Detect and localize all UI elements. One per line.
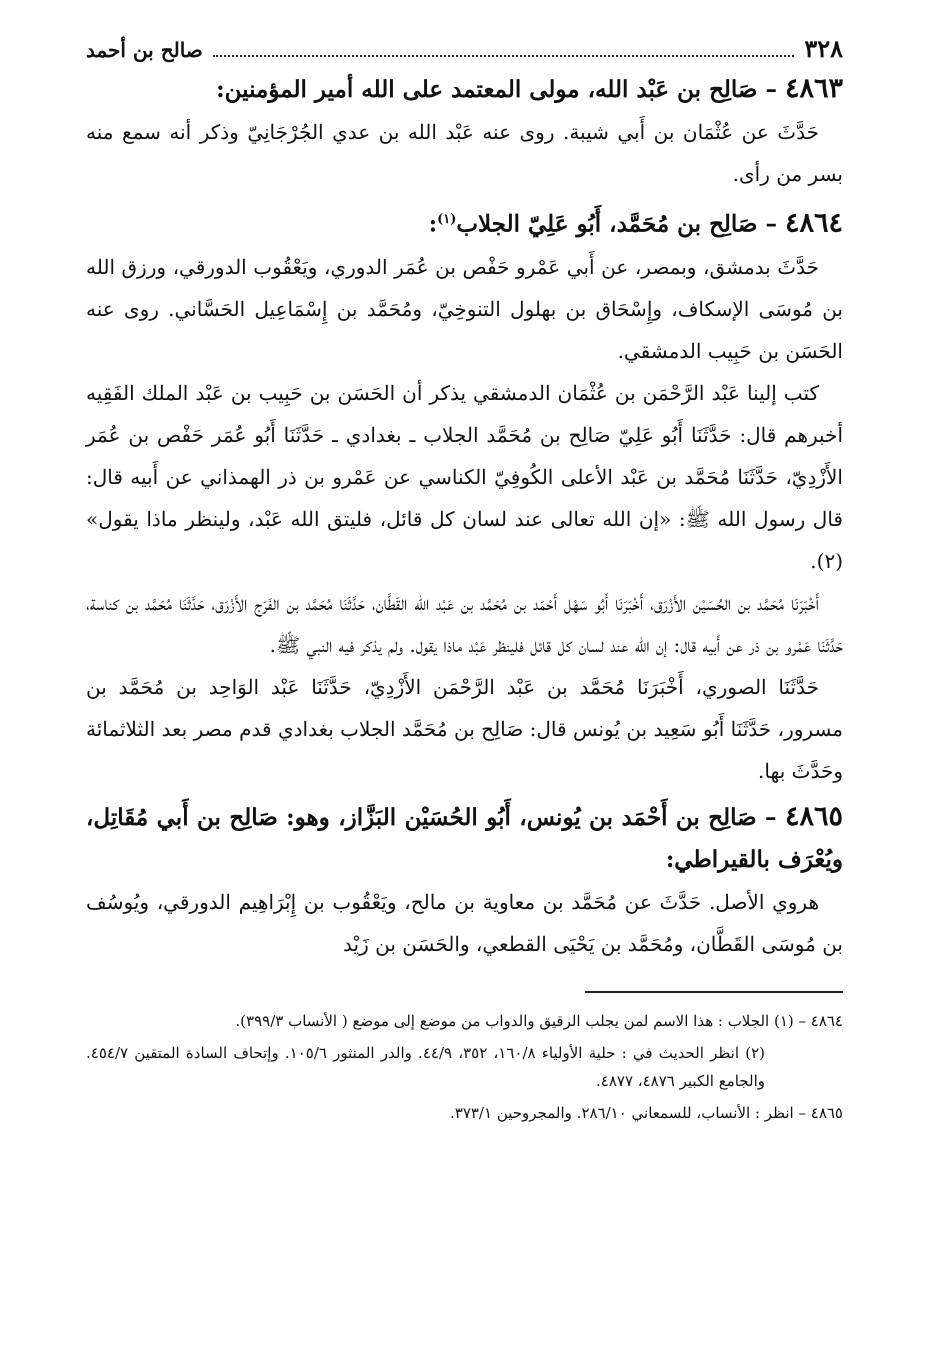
footnote-ref[interactable]: (١): [437, 212, 457, 227]
biography-entry: [86, 68, 843, 195]
entry-paragraph: كتب إلينا عَبْد الرَّحْمَن بن عُثْمَان الدمشقي يذكر أن الحَسَن بن حَبِيب بن عَبْد الملك الفَقِيه أخبرهم قال: حَدَّثَنَا أَبُو عَلِيّ صَالِح بن مُحَمَّد الجلاب ـ بغدادي ـ حَدَّثَنَا أَبُو عُمَر حَفْص بن عُمَر الأَزْدِيّ، حَدَّثَنَا مُحَمَّد بن عَبْد الأعلى الكُوفِيّ الكناسي عن عَمْرو بن ذر الهمذاني عن أَبيه قال: قال رسول الله ﷺ: «إن الله تعالى عند لسان كل قائل، فليتق الله عَبْد، ولينظر ماذا يقول» (٢).: [86, 380, 843, 573]
entry-paragraph: أَخْبَرَنَا مُحَمَّد بن الحُسَيْن الأَزْرَق، أَخْبَرَنَا أَبُو سَهْل أَحْمَد بن مُحَمَّد بن عَبْد الله القَطَّان، حَدَّثَنَا مُحَمَّد بن الفَرَج الأَزْرَق، حَدَّثَنَا مُحَمَّد بن كناسة، حَدَّثَنَا عَمْرو بن ذر عن أَبيه قال: إن الله عند لسان كل قائل فلينظر عَبْد ماذا يقول. ولم يذكر فيه النبي ﷺ.: [86, 590, 843, 657]
entry-paragraph: هروي الأصل. حَدَّثَ عن مُحَمَّد بن معاوية بن مالح، ويَعْقُوب بن إِبْرَاهِيم الدورقي، ويُوسُف بن مُوسَى القَطَّان، ومُحَمَّد بن يَحْيَى القطعي، والحَسَن بن زَيْد: [86, 889, 843, 956]
footnotes: [86, 1007, 843, 1127]
page-number: ٣٢٨: [804, 34, 843, 63]
entry-heading: [86, 68, 843, 111]
entry-heading: [86, 796, 843, 881]
entry-heading-text: – صَالِح بن مُحَمَّد، أَبُو عَلِيّ الجلاب: [456, 210, 777, 238]
footnote: ٤٨٦٤ – (١) الجلاب : هذا الاسم لمن يجلب الرقيق والدواب من موضع إلى موضع ( الأنساب ٣٩٩/٣).: [235, 1011, 843, 1030]
biography-entry: [86, 796, 843, 965]
footnote: ٤٨٦٥ – انظر : الأنساب، للسمعاني ٢٨٦/١٠. والمجروحين ٣٧٣/١.: [449, 1103, 843, 1122]
entry-paragraph: حَدَّثَ بدمشق، وبمصر، عن أَبي عَمْرو حَفْص بن عُمَر الدوري، ويَعْقُوب الدورقي، ورزق الله بن مُوسَى الإسكاف، وإِسْحَاق بن بهلول التنوخِيّ، ومُحَمَّد بن إِسْمَاعِيل الحَسَّاني. روى عنه الحَسَن بن حَبِيب الدمشقي.: [86, 254, 843, 363]
entry-heading-text: – صَالِح بن عَبْد الله، مولى المعتمد على الله أمير المؤمنين:: [216, 76, 777, 103]
biography-entry: [86, 199, 843, 792]
entry-number: ٤٨٦٤: [784, 207, 843, 239]
entry-paragraph: حَدَّثَنَا الصوري، أَخْبَرَنَا مُحَمَّد بن عَبْد الرَّحْمَن الأَزْدِيّ، حَدَّثَنَا عَبْد الوَاحِد بن مُحَمَّد بن مسرور، حَدَّثَنَا أَبُو سَعِيد بن يُونس قال: صَالِح بن مُحَمَّد الجلاب بغدادي قدم مصر بعد الثلاثمائة وحَدَّثَ بها.: [86, 674, 843, 783]
footnote-separator: [585, 991, 843, 993]
entry-heading: [86, 199, 843, 246]
running-title: صالح بن أحمد: [86, 38, 203, 62]
entry-number: ٤٨٦٣: [784, 73, 843, 104]
footnote: (٢) انظر الحديث في : حلية الأولياء ١٦٠/٨، ٣٥٢، ٤٤/٩. والدر المنثور ١٠٥/٦. وإتحاف السادة المتقين ٤٥٤/٧. والجامع الكبير ٤٨٧٦، ٤٨٧٧.: [86, 1043, 765, 1090]
entry-heading-text: – صَالِح بن أَحْمَد بن يُونس، أَبُو الحُسَيْن البَزَّاز، وهو: صَالِح بن أَبي مُقَاتِل، ويُعْرَف بالقيراطي:: [86, 803, 843, 873]
entry-number: ٤٨٦٥: [784, 800, 843, 832]
running-header: [86, 34, 843, 68]
header-dotted-leader: [213, 45, 795, 57]
entry-paragraph: حَدَّثَ عن عُثْمَان بن أَبي شيبة. روى عنه عَبْد الله بن عدي الجُرْجَانِيّ وذكر أنه سمع منه بسر من رأى.: [86, 120, 843, 186]
entry-heading-colon: :: [428, 210, 438, 238]
